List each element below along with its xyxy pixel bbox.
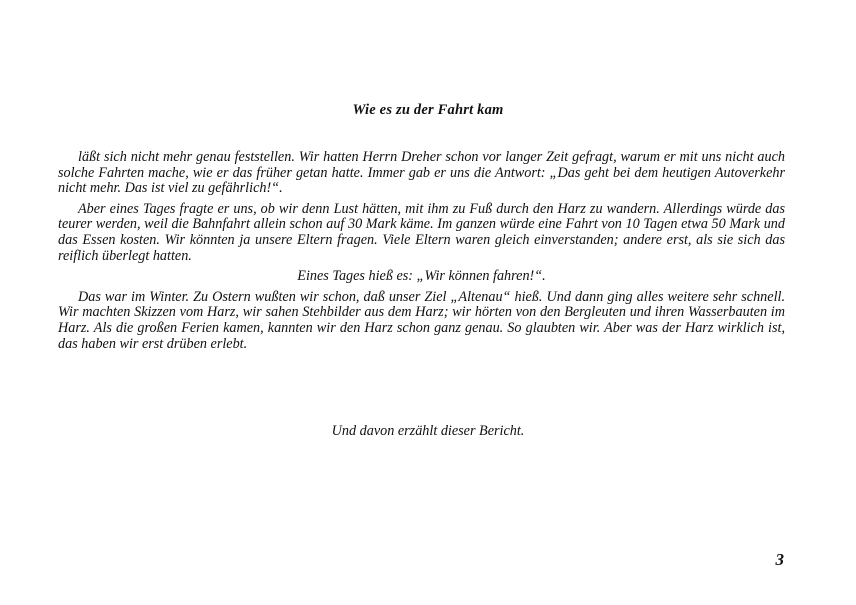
page-title: Wie es zu der Fahrt kam [352, 102, 504, 118]
paragraph-4: Das war im Winter. Zu Ostern wußten wir schon, daß unser Ziel „Altenau“ hieß. Und dann ging alles weitere sehr schnell. Wir machten Skizzen vom Harz, wir sahen Stehbilder aus dem Harz; wir hörten von den Bergleuten und ihren Wasserbauten im Harz. Als die großen Ferien kamen, kannten wir den Harz schon ganz genau. So glaubten wir. Aber was der Harz wirklich ist, das haben wir erst drüben erlebt. [58, 288, 785, 352]
closing-line: Und davon erzählt dieser Bericht. [331, 423, 525, 439]
paragraph-1: läßt sich nicht mehr genau feststellen. Wir hatten Herrn Dreher schon vor langer Zeit gefragt, warum er mit uns nicht auch solche Fahrten mache, wie er das früher getan hatte. Immer gab er uns die Antwort: „Das geht bei dem heutigen Autoverkehr nicht mehr. Das ist viel zu gefährlich!“. [58, 149, 785, 197]
body-text [58, 150, 785, 357]
page-number: 3 [775, 550, 784, 569]
paragraph-2: Aber eines Tages fragte er uns, ob wir denn Lust hätten, mit ihm zu Fuß durch den Harz zu wandern. Allerdings würde das teurer werden, weil die Bahnfahrt allein schon auf 30 Mark käme. Im ganzen würde eine Fahrt von 10 Tagen etwa 50 Mark und das Essen kosten. Wir könnten ja unsere Eltern fragen. Viele Eltern waren gleich einverstanden; andere erst, als sie sich das reiflich überlegt hatten. [58, 200, 785, 264]
paragraph-3-quote: Eines Tages hieß es: „Wir können fahren!“. [297, 268, 546, 285]
